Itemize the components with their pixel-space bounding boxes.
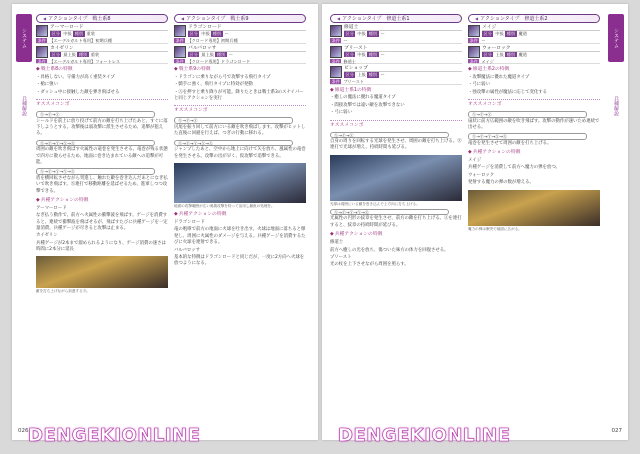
screenshot-caption: 魔力の弾は衝突で地面に広がる。 <box>468 226 522 231</box>
class-value: 中級 <box>63 31 72 36</box>
unit-name: ビショップ <box>344 66 462 72</box>
class-label: 区分 <box>345 72 354 77</box>
combo-text: 周囲の敵を吹き飛ばす火属性の竜巻を発生させる。竜巻が残る状態で四方に散らせるため、地面に巻き込まれている敵への追撃が可能。 <box>36 147 168 165</box>
game-screenshot <box>174 163 306 203</box>
unit-entry <box>330 66 462 78</box>
unit-name: バルバロッサ <box>188 46 306 52</box>
combo-text: 盾を横回転させながら突進し、触れた敵を巻き込んだあとになぎ払いで吹き飛ばす。Ⓧ連打で移動距離を延ばせるため、進軍しつつ攻撃できる。 <box>36 175 168 194</box>
unit-name: 修道士 <box>344 25 462 31</box>
combo-section <box>36 99 168 195</box>
unit-entry <box>36 46 168 58</box>
column <box>36 14 168 295</box>
combo-text: ジャンプしたあと、空中から地上に向けて矢を放ち、風属性の竜巻を発生させる。攻撃の出が早く、仮攻撃で追撃できる。 <box>174 147 306 159</box>
page-number: 027 <box>611 428 622 434</box>
feature-line: ・強攻撃の属性が魔法に応じて変化する <box>468 89 548 95</box>
game-screenshot <box>468 190 600 226</box>
cond-label: 条件 <box>175 58 184 64</box>
class-value: 上級 <box>495 51 504 57</box>
combo-label: オススメコンボ <box>174 108 208 114</box>
action-title: ◆ 兵種アクションの特徴 <box>36 198 168 205</box>
unit-portrait <box>174 25 186 37</box>
combo-section <box>468 99 600 147</box>
class-value: 中級 <box>495 31 504 36</box>
action-title: ◆ 兵種アクションの特徴 <box>174 212 306 219</box>
action-subtitle: 修道士 <box>330 240 344 246</box>
combo-command: Ⓨ→Ⓨ→Ⓧ <box>330 132 449 139</box>
class-label: 区分 <box>51 31 60 36</box>
cond-label: 条件 <box>37 38 46 43</box>
cond-value: メイジ <box>481 58 494 64</box>
action-subtitle: カイゼリン <box>36 233 58 239</box>
unit-portrait <box>330 46 342 58</box>
unit-portrait <box>468 25 480 37</box>
action-text: 兵種ゲージが2本まで溜められるようになり、ゲージ消費の速さは時間に2本分に延長 <box>36 240 166 253</box>
condition-row <box>468 59 600 65</box>
combo-text: 竜巻を発生させて周囲の敵を打ち上げる。 <box>468 140 552 146</box>
feature-line: ・槍に強い <box>36 82 58 88</box>
features-title: ◆ 修道士系1の特徴 <box>330 88 462 95</box>
feature-line: ・攻撃魔法に優れた魔道タイプ <box>468 74 530 80</box>
cond-label: 条件 <box>37 58 46 64</box>
cond-label: 条件 <box>331 79 340 84</box>
combo-section <box>174 105 306 159</box>
watermark-left: DENGEKIONLINE <box>28 425 201 446</box>
combo-command: Ⓨ→Ⓨ→Ⓨ→Ⓧ→Ⓧ <box>36 140 155 147</box>
combo-command: Ⓨ→Ⓨ→Ⓧ <box>468 111 587 118</box>
class-value: 最上級 <box>201 51 214 57</box>
unit-name: ドラゴンロード <box>188 25 306 31</box>
cond-label: 条件 <box>469 38 478 43</box>
right-page <box>322 4 628 440</box>
combo-label: オススメコンボ <box>36 102 70 108</box>
combo-command: Ⓨ→Ⓨ→Ⓧ <box>174 117 293 124</box>
section-header: ◀ アクションタイプ 戦士系8 <box>36 14 168 23</box>
unit-entry <box>174 25 306 37</box>
combo-text: 光属性の円形の紋章を発生させ、前方の敵を打ち上げる。Ⓐを連打すると、紋章の持続時間が延びる。 <box>330 216 462 228</box>
action-title: ◆ 兵種アクションの特徴 <box>468 150 600 157</box>
action-text: 竜の咆哮で前方の地面に火球を吐き出す。火球は地面に落ちると爆発し、周囲に火属性のダメージを与える。兵種ゲージを消費するたびに火球を連射できる。 <box>174 227 306 246</box>
type-label: 種別 <box>368 72 378 77</box>
side-label: 兵種解説 <box>613 96 619 116</box>
section-header: ◀ アクションタイプ 修道士系1 <box>330 14 462 23</box>
type-value: ー <box>380 31 385 36</box>
type-value: 魔道 <box>518 31 527 36</box>
condition-row <box>468 38 600 44</box>
action-text: 基本的な特徴はドラゴンロードと同じだが、一度に2方向へ火球を放つようになる。 <box>174 254 305 267</box>
left-page <box>12 4 318 440</box>
cond-value: ー <box>343 38 348 43</box>
cond-label: 条件 <box>331 38 340 43</box>
class-value: 上級 <box>357 72 366 77</box>
features-title: ◆ 戦士系8の特徴 <box>36 67 168 74</box>
unit-entry <box>330 46 462 58</box>
condition-row <box>36 38 168 44</box>
type-value: ー <box>380 72 385 77</box>
action-subtitle: ドラゴンロード <box>174 220 205 226</box>
section-header: ◀ アクションタイプ 修道士系2 <box>468 14 600 23</box>
unit-entry <box>468 25 600 37</box>
cond-value: 【エーデルガルト専用】フォートレス <box>49 58 121 64</box>
system-tab: システム <box>608 14 624 62</box>
type-label: 種別 <box>506 31 516 36</box>
page-number: 026 <box>18 428 29 434</box>
unit-name: カイゼリン <box>50 46 168 52</box>
game-screenshot <box>330 155 462 201</box>
combo-text: シールドを前上に放り投げて前方の敵を打ち上げたあと、すぐに落下しようとする。攻撃後は弱攻撃に派生させるため、追撃が狙える。 <box>36 118 168 137</box>
condition-row <box>330 38 462 44</box>
combo-command: Ⓨ→Ⓨ→Ⓧ <box>36 111 155 118</box>
class-label: 区分 <box>189 31 198 36</box>
system-tab: システム <box>16 14 32 62</box>
cond-value: 【クロード専用】ドラゴンロード <box>187 58 251 64</box>
action-text: 発射する魔力の弾の数が増える。 <box>468 180 534 186</box>
cond-label: 条件 <box>331 58 340 64</box>
combo-section <box>330 120 462 152</box>
type-label: 種別 <box>78 51 88 57</box>
type-label: 種別 <box>212 31 222 36</box>
class-value: 中級 <box>357 51 366 57</box>
unit-portrait <box>36 25 48 37</box>
cond-label: 条件 <box>469 58 478 64</box>
condition-row <box>330 79 462 85</box>
unit-portrait <box>330 66 342 78</box>
condition-row <box>330 59 462 65</box>
cond-value: 【エーデルガルト専用】初期兵種 <box>49 38 112 43</box>
type-value: ー <box>380 51 385 57</box>
class-value: 中級 <box>357 31 366 36</box>
screenshot-caption: 敵を打ち上げながら前進するⒹ。 <box>36 289 90 294</box>
cond-value: 修道士 <box>343 58 356 64</box>
action-text: なぎ払う動作で、前方へ火属性の衝撃波を飛ばす。ゲージを消費すると、連続で衝撃波を飛ばせるが、飛ばすたびに兵種ゲージを一定量消費。兵種ゲージが尽きると攻撃は止まる。 <box>36 213 168 231</box>
unit-entry <box>36 25 168 37</box>
section-header: ◀ アクションタイプ 戦士系9 <box>174 14 306 23</box>
feature-line: ・ダッシュ中に接触した敵を弾き飛ばせる <box>36 89 120 95</box>
unit-name: プリースト <box>344 46 462 52</box>
unit-name: メイジ <box>482 25 600 31</box>
class-label: 区分 <box>483 51 492 57</box>
action-text: 前方へ癒しの光を放ち、傷ついた味方の体力を回復させる。 <box>330 247 449 253</box>
type-value: 魔道 <box>518 51 527 57</box>
type-label: 種別 <box>506 51 516 57</box>
cond-value: ー <box>481 38 486 43</box>
condition-row <box>174 38 306 44</box>
type-label: 種別 <box>74 31 84 36</box>
action-subtitle: バルバロッサ <box>174 247 200 253</box>
unit-portrait <box>330 25 342 37</box>
combo-command: Ⓨ→Ⓨ→Ⓨ→Ⓧ→Ⓧ <box>468 133 587 140</box>
cond-value: プリースト <box>343 79 364 84</box>
class-value: 最上級 <box>63 51 76 57</box>
feature-line: ・癒しの魔法に優れる魔道タイプ <box>330 95 396 101</box>
combo-label: オススメコンボ <box>468 102 502 108</box>
column <box>468 14 600 232</box>
combo-command: Ⓨ→Ⓨ→Ⓨ→Ⓧ→Ⓧ <box>174 140 293 147</box>
type-value: 重装 <box>90 51 100 57</box>
combo-command: Ⓨ→Ⓨ→Ⓨ→Ⓨ→Ⓧ <box>36 168 155 175</box>
type-label: 種別 <box>368 31 378 36</box>
combo-command: Ⓨ→Ⓨ→Ⓨ→Ⓨ→Ⓧ <box>330 209 449 216</box>
unit-name: ウォーロック <box>482 46 600 52</box>
action-title: ◆ 兵種アクションの特徴 <box>330 232 462 239</box>
feature-line: ・ドラゴンに乗りながら弓で攻撃する飛行タイプ <box>174 74 271 80</box>
features-title: ◆ 戦士系9の特徴 <box>174 67 306 74</box>
combo-label: オススメコンボ <box>330 122 364 128</box>
screenshot-caption: 光球は周囲にいる敵を巻き込んで上方向に打ち上げる。 <box>330 201 420 206</box>
combo-text: 尻尾を振り回して前方にいる敵を吹き飛ばします。攻撃がヒットした直後に回避を行えば、つぎの行動に移れる。 <box>174 124 306 137</box>
combo-text: 自身の周りを回転する光球を発生させ、周囲の敵を打ち上げる。Ⓧ連打で光球が増え、持続時間も延びる。 <box>330 139 462 151</box>
class-label: 区分 <box>345 31 354 36</box>
action-subtitle: アーマーロード <box>36 205 67 211</box>
side-label: 兵種解説 <box>21 96 27 116</box>
game-screenshot <box>36 256 168 288</box>
unit-portrait <box>174 46 186 58</box>
type-label: 種別 <box>216 51 226 57</box>
combo-text: 扇状に前方広範囲の敵を吹き飛ばす。攻撃の動作が速いため連続で出せる。 <box>468 118 600 130</box>
column <box>174 14 306 268</box>
unit-entry <box>468 46 600 58</box>
class-label: 区分 <box>483 31 492 36</box>
screenshot-caption: 地面の攻撃範囲が広い奥義攻撃を待って活用し雑魚の処理を。 <box>174 203 275 208</box>
feature-line: ・間接攻撃では遠い敵を攻撃できない <box>330 102 405 108</box>
unit-entry <box>330 25 462 37</box>
unit-portrait <box>36 46 48 58</box>
type-value: ー <box>224 31 229 36</box>
feature-line: ・Ⓐを押すと乗り降りが可能。降りたときは戦士系3のスナイパーと同じアクションを実行 <box>174 89 304 102</box>
feature-line: ・弓に弱い <box>468 82 490 88</box>
action-subtitle: プリースト <box>330 254 352 260</box>
feature-line: ・昇格しない。守備力が高く重装タイプ <box>36 74 115 80</box>
type-value: 重装 <box>86 31 95 36</box>
watermark-right: DENGEKIONLINE <box>338 425 511 446</box>
type-value: ー <box>228 51 233 57</box>
action-text: 兵種ゲージを消費して前方へ魔力の弾を放つ。 <box>468 165 560 171</box>
action-subtitle: メイジ <box>468 158 482 164</box>
condition-row <box>174 59 306 65</box>
unit-name: アーマーロード <box>50 25 168 31</box>
condition-row <box>36 59 168 65</box>
action-subtitle: ウォーロック <box>468 172 495 178</box>
feature-line: ・弓に弱い <box>330 110 352 116</box>
class-label: 区分 <box>189 51 198 57</box>
cond-label: 条件 <box>175 38 184 43</box>
cond-value: 【クロード専用】初期兵種 <box>187 38 238 43</box>
class-label: 区分 <box>345 51 354 57</box>
class-value: 中級 <box>201 31 210 36</box>
features-title: ◆ 修道士系2の特徴 <box>468 67 600 74</box>
action-text: 光の杖を上下させながら周囲を照らす。 <box>330 262 409 268</box>
column <box>330 14 462 269</box>
type-label: 種別 <box>368 51 378 57</box>
feature-line: ・騎手に強く、飛行タイプに特効が発動 <box>174 82 253 88</box>
unit-entry <box>174 46 306 58</box>
class-label: 区分 <box>51 51 60 57</box>
unit-portrait <box>468 46 480 58</box>
